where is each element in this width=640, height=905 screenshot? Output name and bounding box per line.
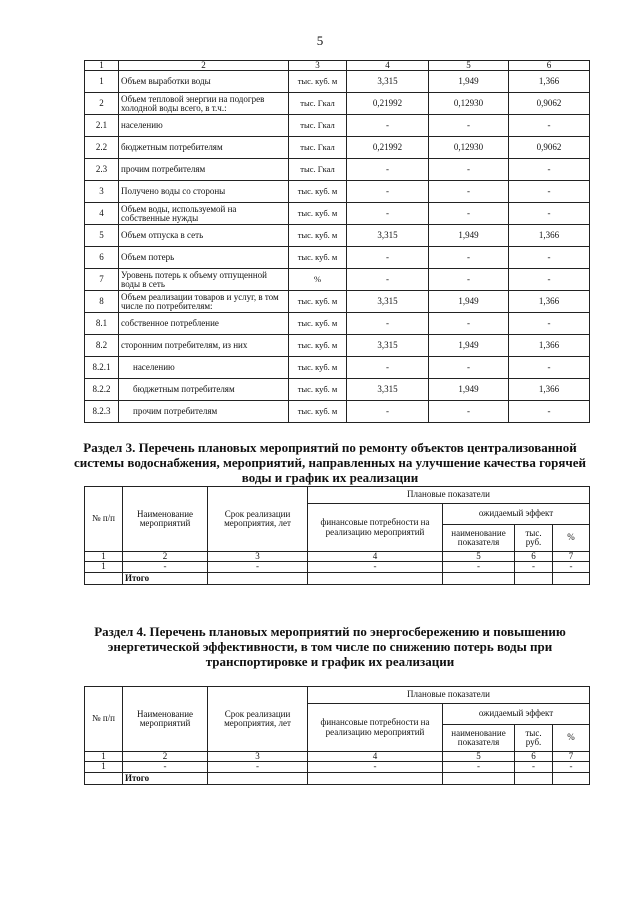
row-cell: - bbox=[443, 562, 515, 572]
col-number: 7 bbox=[553, 752, 590, 762]
col-number: 5 bbox=[443, 552, 515, 562]
total-empty-cell bbox=[208, 572, 308, 584]
row-value-col6: 1,366 bbox=[509, 225, 590, 247]
row-name: Объем потерь bbox=[119, 247, 289, 269]
row-number: 4 bbox=[85, 203, 119, 225]
row-value-col5: 1,949 bbox=[429, 225, 509, 247]
row-value-col4: 0,21992 bbox=[347, 137, 429, 159]
row-value-col6: - bbox=[509, 247, 590, 269]
col-number: 4 bbox=[308, 552, 443, 562]
total-empty-cell bbox=[85, 772, 123, 784]
column-number-row bbox=[85, 752, 590, 762]
row-cell: - bbox=[515, 562, 553, 572]
col-number: 2 bbox=[123, 752, 208, 762]
col-number: 3 bbox=[208, 552, 308, 562]
row-value-col5: - bbox=[429, 247, 509, 269]
row-value-col4: 0,21992 bbox=[347, 93, 429, 115]
row-number: 6 bbox=[85, 247, 119, 269]
col-indicator-header: наименование показателя bbox=[443, 725, 515, 752]
section4-title: Раздел 4. Перечень плановых мероприятий по энергосбережению и повышению энергетической эффективности, в том числе по снижению потерь воды при транспортировке и график их реализации bbox=[94, 624, 566, 669]
row-value-col4: - bbox=[347, 357, 429, 379]
page-number: 5 bbox=[316, 33, 324, 48]
col-number: 6 bbox=[515, 752, 553, 762]
row-number: 2 bbox=[85, 93, 119, 115]
row-value-col4: - bbox=[347, 203, 429, 225]
row-cell: - bbox=[443, 762, 515, 772]
col-number: 6 bbox=[515, 552, 553, 562]
row-value-col5: 1,949 bbox=[429, 335, 509, 357]
total-empty-cell bbox=[515, 772, 553, 784]
table-row bbox=[85, 225, 590, 247]
table-row bbox=[85, 115, 590, 137]
row-value-col4: - bbox=[347, 159, 429, 181]
total-empty-cell bbox=[443, 572, 515, 584]
row-value-col5: - bbox=[429, 181, 509, 203]
row-value-col6: 1,366 bbox=[509, 379, 590, 401]
row-name: прочим потребителям bbox=[119, 159, 289, 181]
row-value-col4: 3,315 bbox=[347, 71, 429, 93]
row-value-col5: 1,949 bbox=[429, 71, 509, 93]
table-row bbox=[85, 379, 590, 401]
col-effect-header: ожидаемый эффект bbox=[443, 704, 590, 725]
table-row bbox=[85, 93, 590, 115]
col-name-header: Наименование мероприятий bbox=[123, 487, 208, 552]
row-value-col4: - bbox=[347, 115, 429, 137]
row-value-col5: - bbox=[429, 269, 509, 291]
row-value-col5: - bbox=[429, 401, 509, 423]
row-value-col4: - bbox=[347, 401, 429, 423]
col-num-header: № п/п bbox=[85, 487, 123, 552]
row-cell: 1 bbox=[85, 562, 123, 572]
col-number: 6 bbox=[509, 61, 590, 71]
total-empty-cell bbox=[308, 772, 443, 784]
row-number: 8.2 bbox=[85, 335, 119, 357]
row-number: 1 bbox=[85, 71, 119, 93]
row-unit: % bbox=[289, 269, 347, 291]
col-number: 5 bbox=[429, 61, 509, 71]
row-name: населению bbox=[119, 357, 289, 379]
row-value-col6: - bbox=[509, 269, 590, 291]
total-label: Итого bbox=[123, 572, 208, 584]
col-number: 1 bbox=[85, 752, 123, 762]
row-unit: тыс. куб. м bbox=[289, 225, 347, 247]
row-value-col6: - bbox=[509, 313, 590, 335]
row-cell: - bbox=[123, 562, 208, 572]
col-number: 5 bbox=[443, 752, 515, 762]
col-name-header: Наименование мероприятий bbox=[123, 687, 208, 752]
col-indicator-header: наименование показателя bbox=[443, 525, 515, 552]
row-unit: тыс. Гкал bbox=[289, 93, 347, 115]
total-row bbox=[85, 572, 590, 584]
row-number: 3 bbox=[85, 181, 119, 203]
table-row bbox=[85, 335, 590, 357]
row-value-col4: 3,315 bbox=[347, 225, 429, 247]
col-pct-header: % bbox=[553, 525, 590, 552]
table-row bbox=[85, 357, 590, 379]
row-value-col5: - bbox=[429, 313, 509, 335]
row-name: прочим потребителям bbox=[119, 401, 289, 423]
row-cell: - bbox=[553, 762, 590, 772]
row-value-col5: - bbox=[429, 203, 509, 225]
row-unit: тыс. куб. м bbox=[289, 247, 347, 269]
row-number: 8.2.2 bbox=[85, 379, 119, 401]
row-cell: - bbox=[308, 762, 443, 772]
row-name: Получено воды со стороны bbox=[119, 181, 289, 203]
row-value-col4: - bbox=[347, 247, 429, 269]
row-cell: - bbox=[515, 762, 553, 772]
col-number: 2 bbox=[119, 61, 289, 71]
row-value-col4: - bbox=[347, 181, 429, 203]
column-number-row bbox=[85, 552, 590, 562]
row-unit: тыс. Гкал bbox=[289, 159, 347, 181]
col-num-header: № п/п bbox=[85, 687, 123, 752]
section4-table bbox=[84, 686, 590, 785]
row-name: собственное потребление bbox=[119, 313, 289, 335]
col-term-header: Срок реализации мероприятия, лет bbox=[208, 687, 308, 752]
row-unit: тыс. куб. м bbox=[289, 335, 347, 357]
row-name: бюджетным потребителям bbox=[119, 137, 289, 159]
col-pct-header: % bbox=[553, 725, 590, 752]
row-unit: тыс. куб. м bbox=[289, 379, 347, 401]
row-number: 8.2.3 bbox=[85, 401, 119, 423]
row-name: Уровень потерь к объему отпущенной воды в сеть bbox=[119, 269, 289, 291]
row-value-col6: - bbox=[509, 181, 590, 203]
row-unit: тыс. куб. м bbox=[289, 71, 347, 93]
row-unit: тыс. куб. м bbox=[289, 313, 347, 335]
row-number: 5 bbox=[85, 225, 119, 247]
row-number: 8.1 bbox=[85, 313, 119, 335]
row-value-col6: 0,9062 bbox=[509, 137, 590, 159]
row-name: Объем воды, используемой на собственные нужды bbox=[119, 203, 289, 225]
row-unit: тыс. куб. м bbox=[289, 181, 347, 203]
col-number: 3 bbox=[289, 61, 347, 71]
row-value-col5: 0,12930 bbox=[429, 137, 509, 159]
table-row bbox=[85, 247, 590, 269]
col-plan-header: Плановые показатели bbox=[308, 487, 590, 504]
table-row bbox=[85, 291, 590, 313]
total-empty-cell bbox=[553, 572, 590, 584]
water-balance-table bbox=[84, 60, 590, 423]
row-value-col6: - bbox=[509, 115, 590, 137]
row-unit: тыс. Гкал bbox=[289, 115, 347, 137]
col-number: 3 bbox=[208, 752, 308, 762]
table-row bbox=[85, 137, 590, 159]
table-row bbox=[85, 762, 590, 772]
row-unit: тыс. куб. м bbox=[289, 357, 347, 379]
total-empty-cell bbox=[553, 772, 590, 784]
col-plan-header: Плановые показатели bbox=[308, 687, 590, 704]
col-finance-header: финансовые потребности на реализацию мероприятий bbox=[308, 704, 443, 752]
col-number: 1 bbox=[85, 61, 119, 71]
row-unit: тыс. Гкал bbox=[289, 137, 347, 159]
row-name: Объем тепловой энергии на подогрев холодной воды всего, в т.ч.: bbox=[119, 93, 289, 115]
row-value-col6: - bbox=[509, 357, 590, 379]
row-unit: тыс. куб. м bbox=[289, 291, 347, 313]
row-name: Объем реализации товаров и услуг, в том числе по потребителям: bbox=[119, 291, 289, 313]
total-empty-cell bbox=[85, 572, 123, 584]
col-number: 2 bbox=[123, 552, 208, 562]
row-name: Объем отпуска в сеть bbox=[119, 225, 289, 247]
row-value-col6: - bbox=[509, 401, 590, 423]
table-row bbox=[85, 203, 590, 225]
row-value-col6: 1,366 bbox=[509, 71, 590, 93]
table-row bbox=[85, 313, 590, 335]
col-number: 4 bbox=[308, 752, 443, 762]
col-term-header: Срок реализации мероприятия, лет bbox=[208, 487, 308, 552]
row-value-col5: - bbox=[429, 357, 509, 379]
row-cell: 1 bbox=[85, 762, 123, 772]
row-value-col4: 3,315 bbox=[347, 291, 429, 313]
row-cell: - bbox=[208, 762, 308, 772]
total-empty-cell bbox=[515, 572, 553, 584]
total-row bbox=[85, 772, 590, 784]
row-value-col5: 0,12930 bbox=[429, 93, 509, 115]
total-label: Итого bbox=[123, 772, 208, 784]
row-value-col5: 1,949 bbox=[429, 379, 509, 401]
row-number: 2.1 bbox=[85, 115, 119, 137]
row-unit: тыс. куб. м bbox=[289, 401, 347, 423]
table-row bbox=[85, 71, 590, 93]
table-row bbox=[85, 181, 590, 203]
row-value-col4: 3,315 bbox=[347, 335, 429, 357]
section3-title: Раздел 3. Перечень плановых мероприятий по ремонту объектов централизованной системы водоснабжения, мероприятий, направленных на улучшение качества горячей воды и график их реализации bbox=[73, 440, 587, 485]
col-finance-header: финансовые потребности на реализацию мероприятий bbox=[308, 504, 443, 552]
section3-table bbox=[84, 486, 590, 585]
col-effect-header: ожидаемый эффект bbox=[443, 504, 590, 525]
row-name: населению bbox=[119, 115, 289, 137]
table-row bbox=[85, 269, 590, 291]
table-row bbox=[85, 159, 590, 181]
col-rub-header: тыс. руб. bbox=[515, 525, 553, 552]
row-number: 8.2.1 bbox=[85, 357, 119, 379]
row-number: 2.3 bbox=[85, 159, 119, 181]
table-row bbox=[85, 562, 590, 572]
total-empty-cell bbox=[208, 772, 308, 784]
row-name: Объем выработки воды bbox=[119, 71, 289, 93]
row-cell: - bbox=[208, 562, 308, 572]
row-name: бюджетным потребителям bbox=[119, 379, 289, 401]
row-number: 7 bbox=[85, 269, 119, 291]
row-unit: тыс. куб. м bbox=[289, 203, 347, 225]
row-value-col5: 1,949 bbox=[429, 291, 509, 313]
row-name: сторонним потребителям, из них bbox=[119, 335, 289, 357]
row-value-col6: 1,366 bbox=[509, 291, 590, 313]
row-value-col4: - bbox=[347, 313, 429, 335]
col-number: 4 bbox=[347, 61, 429, 71]
total-empty-cell bbox=[308, 572, 443, 584]
col-number: 7 bbox=[553, 552, 590, 562]
row-value-col5: - bbox=[429, 115, 509, 137]
row-value-col6: - bbox=[509, 203, 590, 225]
column-number-row bbox=[85, 61, 590, 71]
row-number: 8 bbox=[85, 291, 119, 313]
row-value-col6: 0,9062 bbox=[509, 93, 590, 115]
col-number: 1 bbox=[85, 552, 123, 562]
row-cell: - bbox=[123, 762, 208, 772]
col-rub-header: тыс. руб. bbox=[515, 725, 553, 752]
total-empty-cell bbox=[443, 772, 515, 784]
row-value-col5: - bbox=[429, 159, 509, 181]
row-value-col6: - bbox=[509, 159, 590, 181]
table-row bbox=[85, 401, 590, 423]
row-cell: - bbox=[308, 562, 443, 572]
row-number: 2.2 bbox=[85, 137, 119, 159]
row-value-col4: 3,315 bbox=[347, 379, 429, 401]
row-cell: - bbox=[553, 562, 590, 572]
row-value-col4: - bbox=[347, 269, 429, 291]
row-value-col6: 1,366 bbox=[509, 335, 590, 357]
